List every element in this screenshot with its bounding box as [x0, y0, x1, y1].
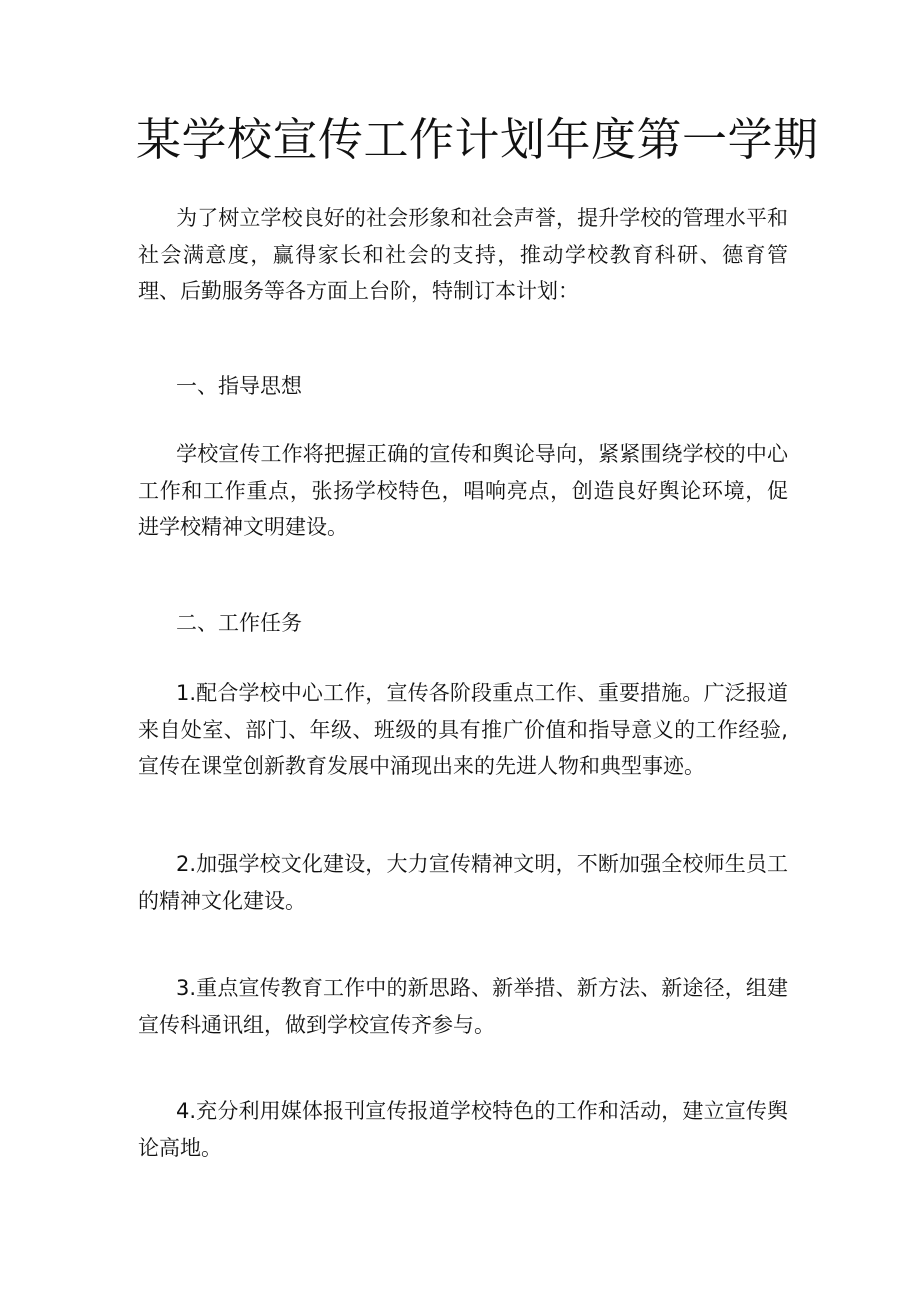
task-item-3: [138, 970, 788, 1043]
task-item-1-text: 1.配合学校中心工作，宣传各阶段重点工作、重要措施。广泛报道来自处室、部门、年级、班级的具有推广价值和指导意义的工作经验,宣传在课堂创新教育发展中涌现出来的先进人物和典型事迹。: [138, 681, 788, 779]
task-item-4: [138, 1093, 788, 1166]
document-title: 某学校宣传工作计划年度第一学期: [136, 113, 819, 166]
intro-paragraph: [138, 200, 788, 310]
guiding-ideology-paragraph: [138, 436, 788, 546]
section-heading-work-tasks: 二、工作任务: [176, 611, 302, 635]
task-item-1: [138, 675, 788, 785]
intro-text: 为了树立学校良好的社会形象和社会声誉，提升学校的管理水平和社会满意度，赢得家长和社会的支持，推动学校教育科研、德育管理、后勤服务等各方面上台阶，特制订本计划：: [138, 206, 788, 304]
task-item-2-text: 2.加强学校文化建设，大力宣传精神文明，不断加强全校师生员工的精神文化建设。: [138, 852, 788, 913]
task-item-3-text: 3.重点宣传教育工作中的新思路、新举措、新方法、新途径，组建宣传科通讯组，做到学校宣传齐参与。: [138, 976, 788, 1037]
task-item-4-text: 4.充分利用媒体报刊宣传报道学校特色的工作和活动，建立宣传舆论高地。: [138, 1099, 788, 1160]
task-item-2: [138, 846, 788, 919]
guiding-ideology-text: 学校宣传工作将把握正确的宣传和舆论导向，紧紧围绕学校的中心工作和工作重点，张扬学校特色，唱响亮点，创造良好舆论环境，促进学校精神文明建设。: [138, 442, 788, 540]
section-heading-guiding-ideology: 一、指导思想: [176, 374, 302, 398]
